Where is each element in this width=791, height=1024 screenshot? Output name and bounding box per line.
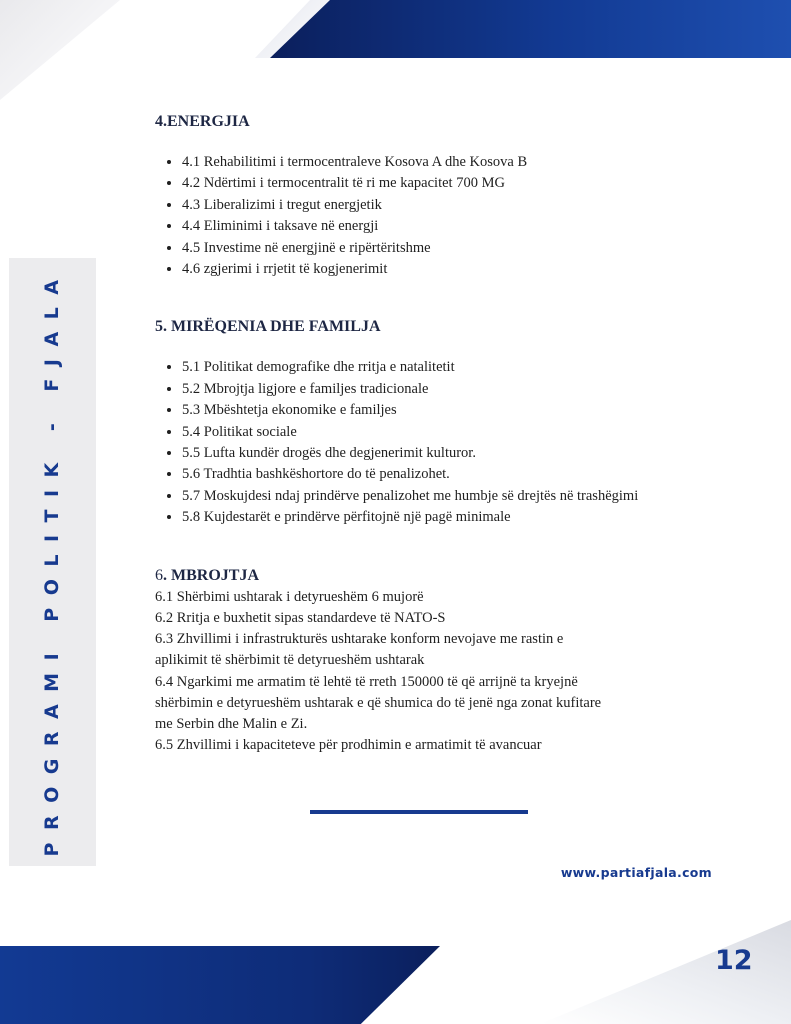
list-item: • 4.3 Liberalizimi i tregut energjetik <box>182 195 675 216</box>
sidebar-vertical-title: PROGRAMI POLITIK - FJALA <box>41 267 63 857</box>
section-title-text: . MBROJTJA <box>163 566 259 584</box>
section-energy <box>155 113 675 280</box>
decor-bottom-blue-banner <box>0 946 440 1024</box>
section-welfare <box>155 318 675 528</box>
list-item: • 5.2 Mbrojtja ligjore e familjes tradicionale <box>182 379 675 400</box>
list-item: • 5.1 Politikat demografike dhe rritja e natalitetit <box>182 357 675 378</box>
text-line: aplikimit të shërbimit të detyrueshëm ushtarak <box>155 652 425 669</box>
defense-lines <box>155 587 675 757</box>
text-line: me Serbin dhe Malin e Zi. <box>155 715 308 732</box>
list-item: • 5.5 Lufta kundër drogës dhe degjenerimit kulturor. <box>182 443 675 464</box>
list-item: • 4.5 Investime në energjinë e ripërtëritshme <box>182 238 675 259</box>
list-item: • 5.6 Tradhtia bashkëshortore do të penalizohet. <box>182 464 675 485</box>
section-title-welfare: 5. MIRËQENIA DHE FAMILJA <box>155 318 381 336</box>
section-divider <box>310 810 528 814</box>
list-item: • 4.4 Eliminimi i taksave në energji <box>182 216 675 237</box>
text-line: 6.4 Ngarkimi me armatim të lehtë të rreth 150000 të që arrijnë ta kryejnë <box>155 673 578 690</box>
section-title-defense <box>155 567 675 585</box>
section-defense <box>155 567 675 757</box>
website-link[interactable]: www.partiafjala.com <box>560 865 712 880</box>
page-number: 12 <box>715 945 753 976</box>
decor-top-blue-banner <box>270 0 791 58</box>
text-line: 6.3 Zhvillimi i infrastrukturës ushtarake konform nevojave me rastin e <box>155 631 564 648</box>
list-item: • 5.8 Kujdestarët e prindërve përfitojnë një pagë minimale <box>182 507 675 528</box>
text-line: 6.5 Zhvillimi i kapaciteteve për prodhimin e armatimit të avancuar <box>155 737 542 754</box>
decor-bottom-right-triangle <box>540 920 791 1024</box>
list-item: • 5.3 Mbështetja ekonomike e familjes <box>182 400 675 421</box>
text-line: 6.1 Shërbimi ushtarak i detyrueshëm 6 mujorë <box>155 588 424 605</box>
decor-top-left-triangle <box>0 0 120 100</box>
energy-list <box>155 152 675 280</box>
list-item: • 5.7 Moskujdesi ndaj prindërve penalizohet me humbje së drejtës në trashëgimi <box>182 486 675 507</box>
welfare-list <box>155 357 675 528</box>
list-item: • 4.1 Rehabilitimi i termocentraleve Kosova A dhe Kosova B <box>182 152 675 173</box>
list-item: • 5.4 Politikat sociale <box>182 422 675 443</box>
section-title-energy: 4.ENERGJIA <box>155 113 250 130</box>
main-content <box>155 113 675 756</box>
text-line: shërbimin e detyrueshëm ushtarak e që shumica do të jenë nga zonat kufitare <box>155 694 602 711</box>
list-item: • 4.2 Ndërtimi i termocentralit të ri me kapacitet 700 MG <box>182 173 675 194</box>
list-item: • 4.6 zgjerimi i rrjetit të kogjenerimit <box>182 259 675 280</box>
section-number: 6 <box>155 566 163 584</box>
text-line: 6.2 Rritja e buxhetit sipas standardeve të NATO-S <box>155 609 446 626</box>
